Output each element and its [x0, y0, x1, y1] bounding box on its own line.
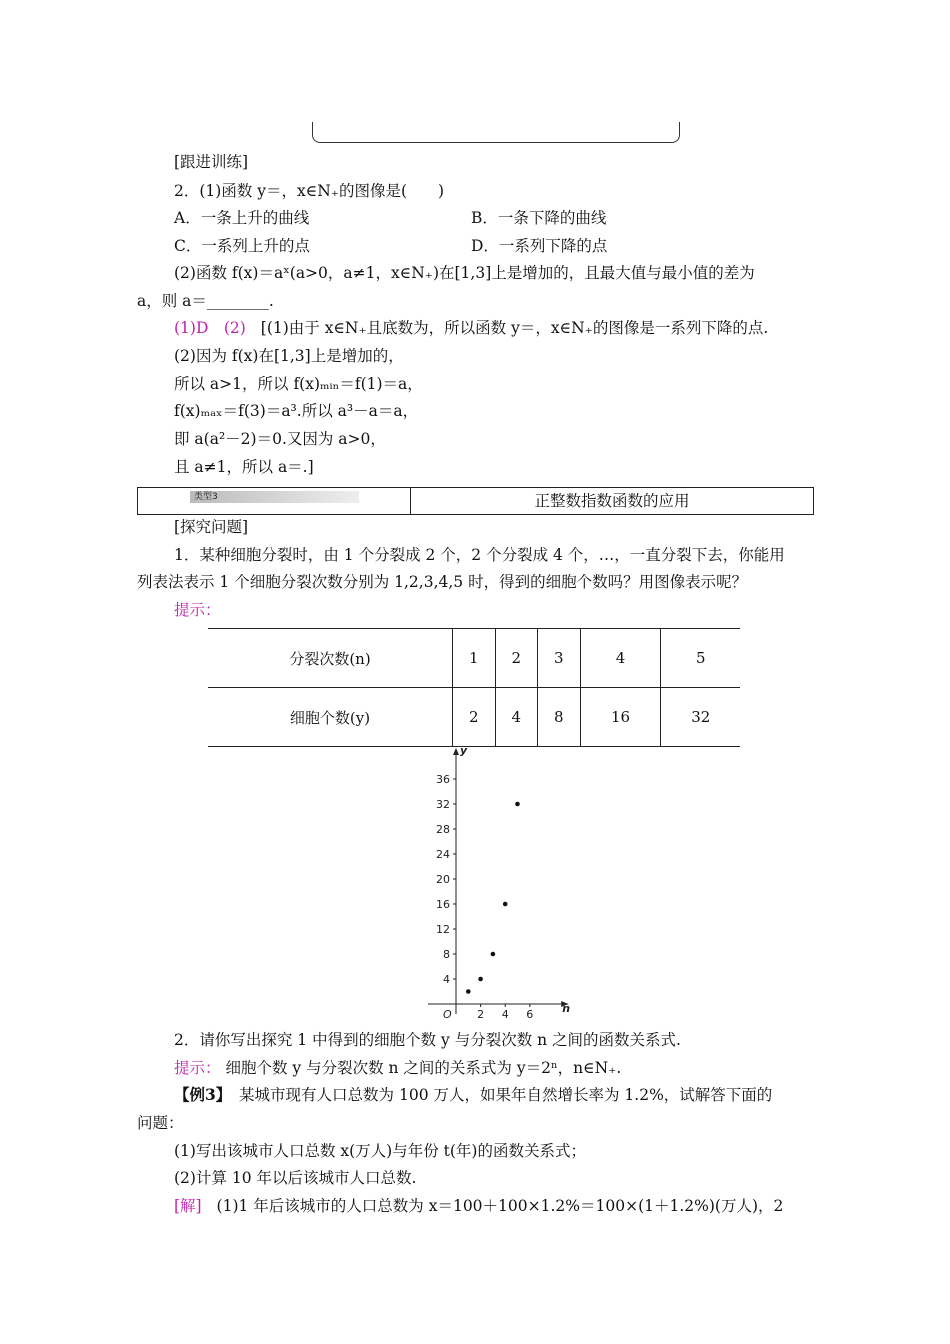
solution-line-1: (2)因为 f(x)在[1,3]上是增加的，: [174, 347, 404, 365]
y-tick-label: 36: [436, 773, 450, 786]
y-tick-label: 4: [443, 973, 450, 986]
row-label-cells: 细胞个数(y): [208, 688, 453, 747]
solution-start-line: [174, 1196, 783, 1216]
option-d: D．一系列下降的点: [471, 237, 608, 255]
header-brace-decoration: [312, 122, 680, 143]
example-part-1: (1)写出该城市人口总数 x(万人)与年份 t(年)的函数关系式；: [174, 1142, 586, 1160]
explore-question-1-line-2: 列表法表示 1 个细胞分裂次数分别为 1,2,3,4,5 时，得到的细胞个数吗？用图像表示呢？: [137, 573, 748, 591]
hint-2-label: 提示：: [174, 1059, 221, 1077]
option-c: C．一系列上升的点: [174, 237, 310, 255]
table-row: [208, 688, 740, 747]
solution-label: [解]: [174, 1197, 202, 1215]
section-title: 正整数指数函数的应用: [534, 492, 690, 510]
example-part-2: (2)计算 10 年以后该城市人口总数.: [174, 1169, 417, 1187]
answer-line: [174, 318, 768, 338]
y-tick-label: 16: [436, 898, 450, 911]
y-tick-label: 32: [436, 798, 450, 811]
data-point: [491, 952, 496, 957]
table-cell: 8: [538, 688, 581, 747]
solution-line-2: 所以 a>1，所以 f(x)ₘᵢₙ＝f(1)＝a，: [174, 375, 423, 393]
practice-heading: [跟进训练]: [174, 153, 249, 171]
option-b: B．一条下降的曲线: [471, 209, 607, 227]
y-tick-label: 12: [436, 923, 450, 936]
hint-2-text: 细胞个数 y 与分裂次数 n 之间的关系式为 y＝2ⁿ，n∈N₊.: [225, 1059, 622, 1077]
x-tick-label: 4: [501, 1008, 509, 1021]
table-cell: 5: [661, 629, 740, 688]
y-tick-label: 28: [436, 823, 450, 836]
data-point: [466, 989, 471, 994]
explore-question-1-line-1: 1．某种细胞分裂时，由 1 个分裂成 2 个，2 个分裂成 4 个，…，一直分裂下去，你能用: [174, 546, 785, 564]
example-text: 某城市现有人口总数为 100 万人，如果年自然增长率为 1.2%，试解答下面的: [223, 1086, 773, 1104]
y-axis-label: y: [460, 744, 468, 757]
example-line-2: 问题：: [137, 1114, 184, 1132]
option-a: A．一条上升的曲线: [174, 209, 310, 227]
explore-question-2: 2．请你写出探究 1 中得到的细胞个数 y 与分裂次数 n 之间的函数关系式.: [174, 1031, 681, 1049]
section-header-box: [137, 487, 814, 515]
x-axis-label: n: [562, 1002, 571, 1015]
row-label-divisions: 分裂次数(n): [208, 629, 453, 688]
cell-division-table: [208, 628, 740, 747]
answer-label: (1)D (2): [174, 319, 246, 337]
y-axis-arrow: [453, 748, 459, 755]
solution-line-4: 即 a(a²－2)＝0.又因为 a>0，: [174, 430, 386, 448]
section-tag: 类型3: [190, 491, 359, 503]
answer-text: [(1)由于 x∈N₊且底数为，所以函数 y＝，x∈N₊的图像是一系列下降的点.: [260, 319, 769, 337]
table-cell: 4: [580, 629, 661, 688]
table-cell: 1: [453, 629, 496, 688]
solution-line-5: 且 a≠1，所以 a＝.]: [174, 458, 314, 476]
question-1-stem: 2．(1)函数 y＝，x∈N₊的图像是( ): [174, 182, 445, 200]
table-cell: 2: [495, 629, 538, 688]
table-row: [208, 629, 740, 688]
table-cell: 2: [453, 688, 496, 747]
y-tick-label: 8: [443, 948, 450, 961]
question-2-line-2: a，则 a＝________.: [137, 292, 274, 310]
table-cell: 16: [580, 688, 661, 747]
y-tick-label: 20: [436, 873, 450, 886]
solution-text: (1)1 年后该城市的人口总数为 x＝100＋100×1.2%＝100×(1＋1.2%)(万人)，2: [216, 1197, 784, 1215]
data-point: [515, 802, 520, 807]
solution-line-3: f(x)ₘₐₓ＝f(3)＝a³.所以 a³－a＝a，: [174, 402, 419, 420]
example-line-1: [174, 1085, 772, 1105]
explore-heading: [探究问题]: [174, 518, 249, 536]
table-cell: 4: [495, 688, 538, 747]
table-cell: 3: [538, 629, 581, 688]
question-2-line-1: (2)函数 f(x)＝aˣ(a>0，a≠1，x∈N₊)在[1,3]上是增加的，且最大值与最小值的差为: [174, 264, 755, 282]
x-tick-label: 6: [526, 1008, 534, 1021]
example-label: 【例3】: [174, 1085, 224, 1104]
x-tick-label: 2: [477, 1008, 485, 1021]
cell-growth-scatter-plot: [418, 742, 578, 1022]
data-point: [503, 902, 508, 907]
table-cell: 32: [661, 688, 740, 747]
origin-label: O: [443, 1008, 452, 1021]
hint-2-line: [174, 1058, 621, 1078]
hint-label: 提示：: [174, 601, 221, 619]
data-point: [478, 977, 483, 982]
y-tick-label: 24: [436, 848, 450, 861]
